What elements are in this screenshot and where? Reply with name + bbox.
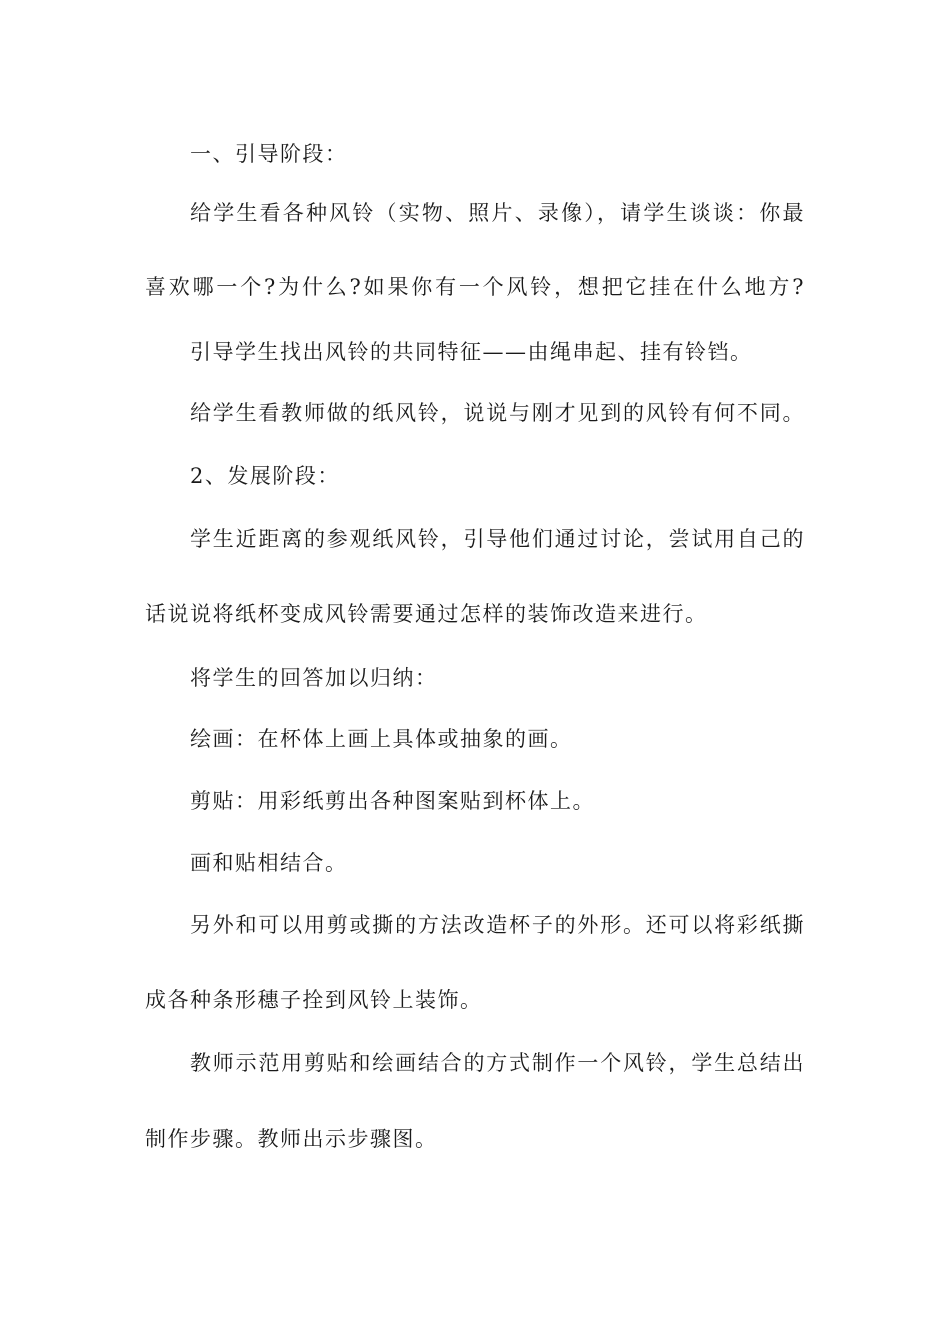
- section-heading-guidance: 一、引导阶段：: [190, 142, 348, 166]
- paragraph-line: 话说说将纸杯变成风铃需要通过怎样的装饰改造来进行。: [145, 602, 708, 626]
- paragraph-line: 引导学生找出风铃的共同特征——由绳串起、挂有铃铛。: [190, 340, 753, 364]
- paragraph-line: 喜欢哪一个?为什么?如果你有一个风铃，想把它挂在什么地方?: [145, 275, 805, 299]
- list-item-combined: 画和贴相结合。: [190, 851, 348, 875]
- list-item-collage: 剪贴：用彩纸剪出各种图案贴到杯体上。: [190, 789, 595, 813]
- paragraph-line: 学生近距离的参观纸风铃，引导他们通过讨论，尝试用自己的: [190, 527, 805, 551]
- section-heading-development: 2、发展阶段：: [190, 464, 340, 488]
- paragraph-line: 将学生的回答加以归纳：: [190, 666, 438, 690]
- paragraph-line: 制作步骤。教师出示步骤图。: [145, 1127, 438, 1151]
- paragraph-line: 给学生看各种风铃（实物、照片、录像），请学生谈谈：你最: [190, 201, 805, 225]
- paragraph-line: 教师示范用剪贴和绘画结合的方式制作一个风铃，学生总结出: [190, 1051, 805, 1075]
- paragraph-line: 成各种条形穗子拴到风铃上装饰。: [145, 988, 483, 1012]
- paragraph-line: 另外和可以用剪或撕的方法改造杯子的外形。还可以将彩纸撕: [190, 913, 805, 937]
- list-item-drawing: 绘画：在杯体上画上具体或抽象的画。: [190, 727, 573, 751]
- paragraph-line: 给学生看教师做的纸风铃，说说与刚才见到的风铃有何不同。: [190, 401, 805, 425]
